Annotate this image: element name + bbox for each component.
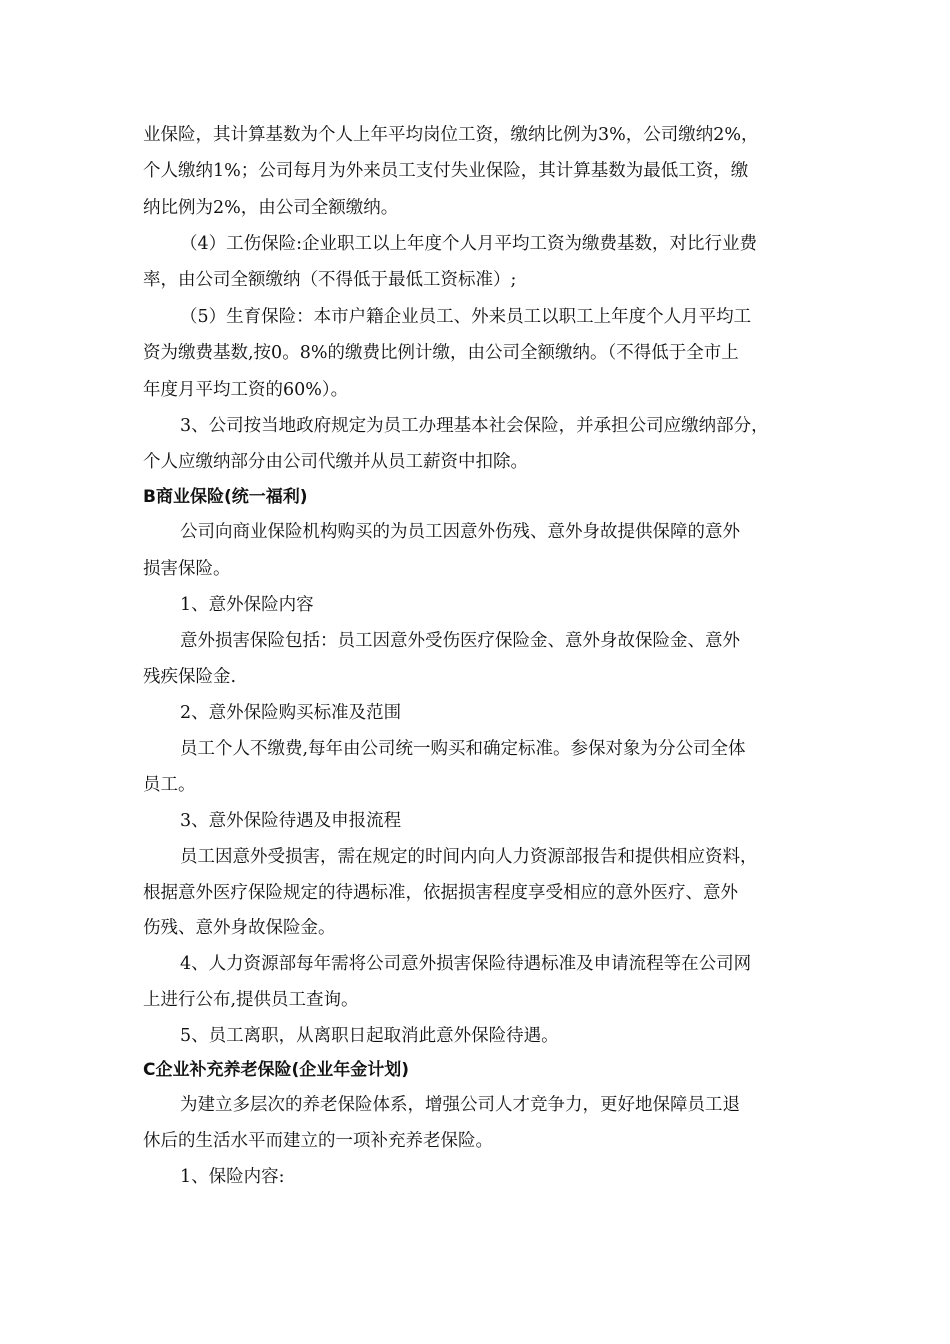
text-line: （4）工伤保险:企业职工以上年度个人月平均工资为缴费基数，对比行业费	[180, 234, 758, 254]
text-line: 根据意外医疗保险规定的待遇标准，依据损害程度享受相应的意外医疗、意外	[143, 883, 738, 903]
text-line: 意外损害保险包括：员工因意外受伤医疗保险金、意外身故保险金、意外	[180, 631, 740, 651]
text-line: 个人应缴纳部分由公司代缴并从员工薪资中扣除。	[143, 452, 528, 472]
text-line: 3、公司按当地政府规定为员工办理基本社会保险，并承担公司应缴纳部分，	[180, 416, 769, 436]
text-line: 1、保险内容:	[180, 1167, 285, 1187]
section-heading-b: B商业保险(统一福利)	[143, 487, 308, 507]
text-line: 休后的生活水平而建立的一项补充养老保险。	[143, 1131, 493, 1151]
section-heading-c: C企业补充养老保险(企业年金计划)	[143, 1060, 410, 1080]
text-line: （5）生育保险：本市户籍企业员工、外来员工以职工上年度个人月平均工	[180, 307, 752, 327]
text-line: 业保险，其计算基数为个人上年平均岗位工资，缴纳比例为3%，公司缴纳2%，	[143, 125, 759, 145]
text-line: 1、意外保险内容	[180, 595, 314, 615]
text-line: 员工。	[143, 775, 196, 795]
text-line: 4、人力资源部每年需将公司意外损害保险待遇标准及申请流程等在公司网	[180, 954, 752, 974]
text-line: 上进行公布,提供员工查询。	[143, 990, 359, 1010]
text-line: 资为缴费基数,按0。8%的缴费比例计缴，由公司全额缴纳。（不得低于全市上	[143, 343, 739, 363]
text-line: 3、意外保险待遇及申报流程	[180, 811, 402, 831]
text-line: 2、意外保险购买标准及范围	[180, 703, 402, 723]
text-line: 公司向商业保险机构购买的为员工因意外伤残、意外身故提供保障的意外	[180, 522, 740, 542]
text-line: 损害保险。	[143, 559, 231, 579]
text-line: 年度月平均工资的60%）。	[143, 380, 349, 400]
text-line: 员工个人不缴费,每年由公司统一购买和确定标准。参保对象为分公司全体	[180, 739, 746, 759]
text-line: 率，由公司全额缴纳（不得低于最低工资标准）;	[143, 270, 517, 290]
text-line: 个人缴纳1%；公司每月为外来员工支付失业保险，其计算基数为最低工资，缴	[143, 161, 749, 181]
text-line: 为建立多层次的养老保险体系，增强公司人才竞争力，更好地保障员工退	[180, 1095, 740, 1115]
text-line: 残疾保险金.	[143, 667, 237, 687]
text-line: 员工因意外受损害，需在规定的时间内向人力资源部报告和提供相应资料，	[180, 847, 758, 867]
text-line: 5、员工离职，从离职日起取消此意外保险待遇。	[180, 1026, 559, 1046]
text-line: 伤残、意外身故保险金。	[143, 918, 336, 938]
text-line: 纳比例为2%，由公司全额缴纳。	[143, 198, 399, 218]
